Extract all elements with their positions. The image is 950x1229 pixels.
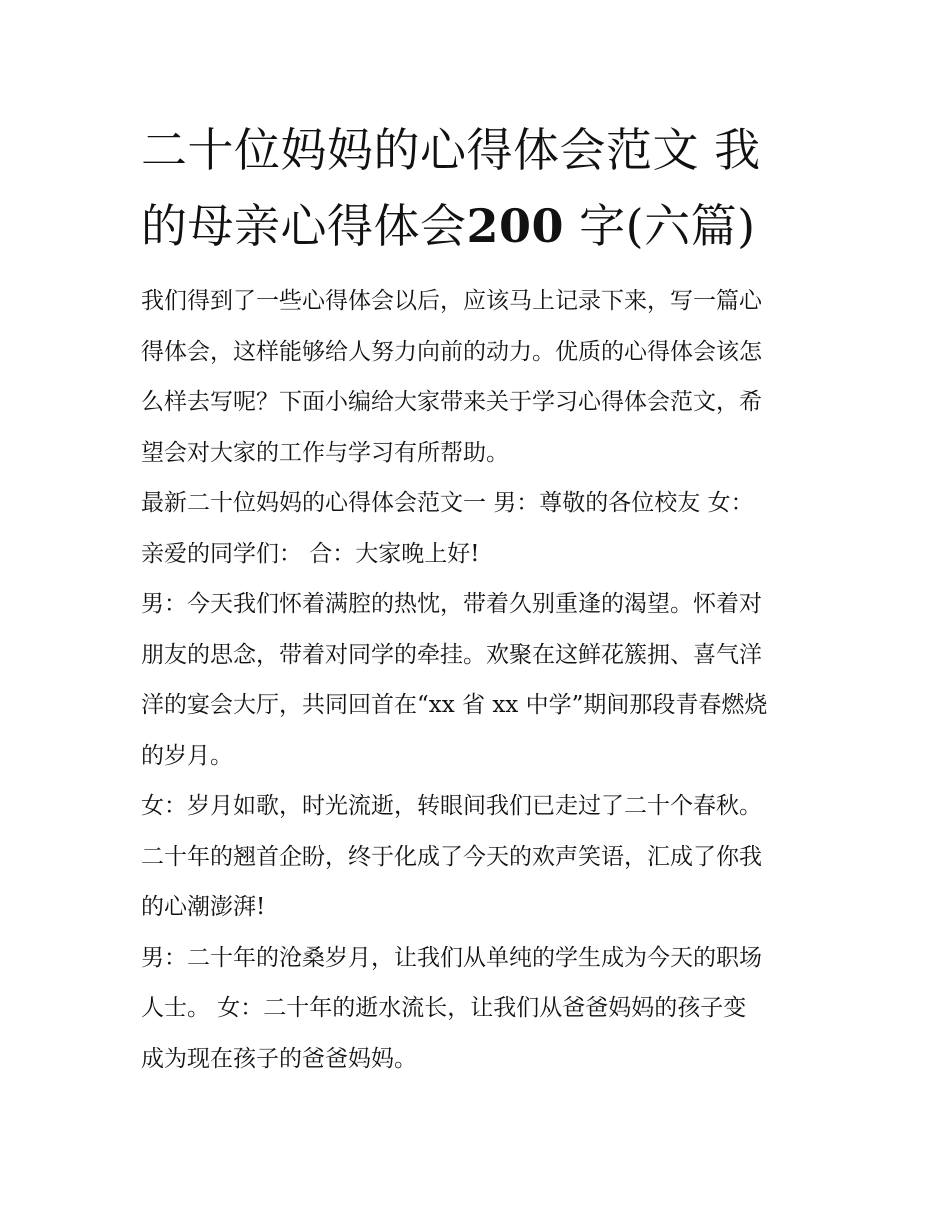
text-line: 成为现在孩子的爸爸妈妈。 xyxy=(141,1045,417,1072)
text-line: 么样去写呢？下面小编给大家带来关于学习心得体会范文，希 xyxy=(141,389,762,415)
document-title xyxy=(141,112,813,264)
title-number: 200 xyxy=(466,199,565,253)
paragraph-intro xyxy=(141,276,813,478)
title-line-2 xyxy=(141,188,813,264)
text-line: 亲爱的同学们： 合：大家晚上好! xyxy=(141,540,480,567)
text-line: 的岁月。 xyxy=(141,742,233,769)
title-line-1: 二十位妈妈的心得体会范文 我 xyxy=(141,123,761,177)
text-line: 人士。 女：二十年的逝水流长，让我们从爸爸妈妈的孩子变 xyxy=(141,995,747,1021)
text-line: 的心潮澎湃! xyxy=(141,894,266,920)
text-line: 望会对大家的工作与学习有所帮助。 xyxy=(141,439,509,466)
paragraph-male-2 xyxy=(141,933,813,1085)
text-line: 得体会，这样能够给人努力向前的动力。优质的心得体会该怎 xyxy=(141,338,762,365)
text-line: 我们得到了一些心得体会以后，应该马上记录下来，写一篇心 xyxy=(141,288,762,314)
paragraph-male-1 xyxy=(141,579,813,781)
text-line: 最新二十位妈妈的心得体会范文一 男：尊敬的各位校友 女： xyxy=(141,490,754,516)
text-line: 朋友的思念，带着对同学的牵挂。欢聚在这鲜花簇拥、喜气洋 xyxy=(141,641,762,668)
paragraph-female-1 xyxy=(141,781,813,933)
text-line: 二十年的翘首企盼，终于化成了今天的欢声笑语，汇成了你我 xyxy=(141,843,762,870)
text-line: 男：今天我们怀着满腔的热忱，带着久别重逢的渴望。怀着对 xyxy=(141,591,762,617)
document-content xyxy=(141,112,813,1084)
title-text-a: 的母亲心得体会 xyxy=(141,199,467,253)
paragraph-greeting xyxy=(141,478,813,579)
document-body xyxy=(141,276,813,1084)
text-line: 洋的宴会大厅，共同回首在“xx 省 xx 中学”期间那段青春燃烧 xyxy=(141,692,768,718)
text-line: 男：二十年的沧桑岁月，让我们从单纯的学生成为今天的职场 xyxy=(141,944,762,971)
text-line: 女：岁月如歌，时光流逝，转眼间我们已走过了二十个春秋。 xyxy=(141,793,762,819)
title-text-b: 字(六篇) xyxy=(579,199,756,253)
